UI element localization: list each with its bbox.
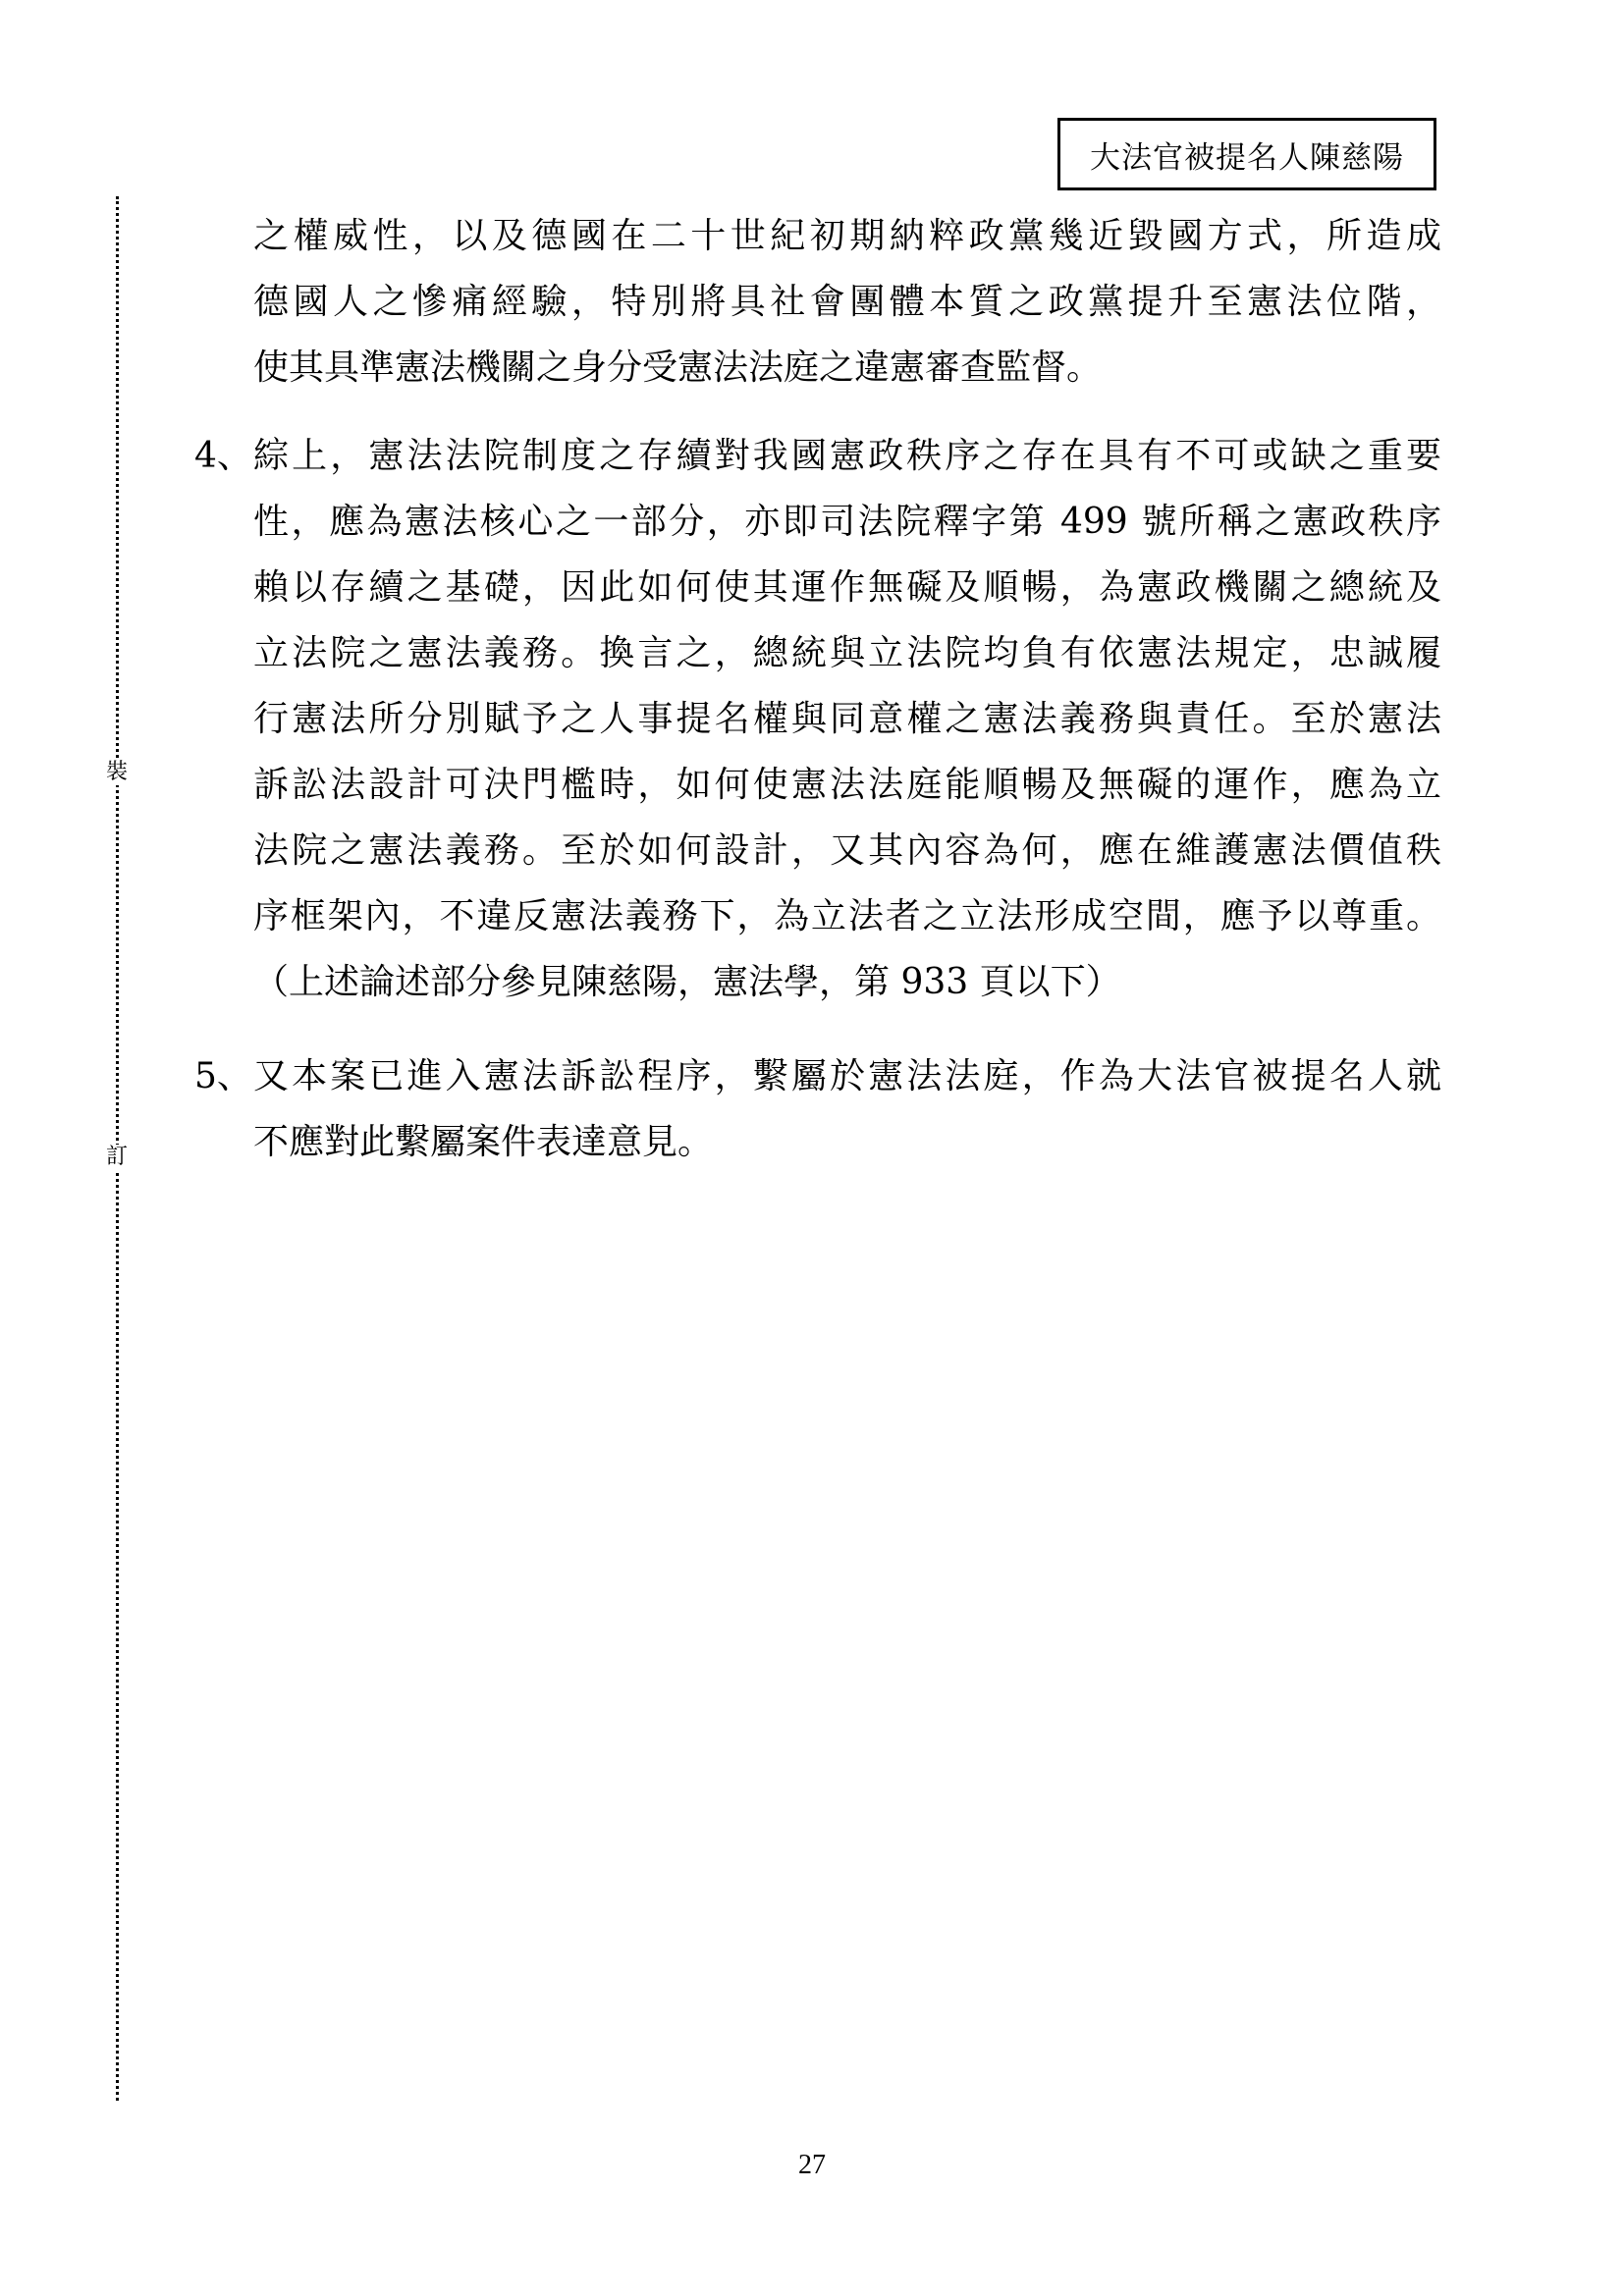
- item-4-line-2: 性，應為憲法核心之一部分，亦即司法院釋字第 499 號所稱之憲政秩序: [253, 502, 1441, 542]
- item-4-line-1: 綜上，憲法法院制度之存續對我國憲政秩序之存在具有不可或缺之重要: [253, 436, 1441, 476]
- continuation-line-3: 使其具準憲法機關之身分受憲法法庭之違憲審查監督。: [253, 347, 1103, 388]
- item-5-line-1: 又本案已進入憲法訴訟程序，繫屬於憲法法庭，作為大法官被提名人就: [253, 1056, 1441, 1096]
- binding-label-ding: 訂: [102, 1145, 132, 1170]
- item-4-line-6: 訴訟法設計可決門檻時，如何使憲法法庭能順暢及無礙的運作，應為立: [253, 765, 1441, 805]
- item-4-line-7: 法院之憲法義務。至於如何設計，又其內容為何，應在維護憲法價值秩: [253, 830, 1441, 871]
- item-4-line-4: 立法院之憲法義務。換言之，總統與立法院均負有依憲法規定，忠誠履: [253, 633, 1441, 673]
- continuation-line-2: 德國人之慘痛經驗，特別將具社會團體本質之政黨提升至憲法位階，: [253, 282, 1441, 322]
- item-4-line-8: 序框架內，不違反憲法義務下，為立法者之立法形成空間，應予以尊重。: [253, 896, 1441, 936]
- continuation-line-1: 之權威性，以及德國在二十世紀初期納粹政黨幾近毀國方式，所造成: [253, 216, 1441, 256]
- item-4-citation: （上述論述部分參見陳慈陽，憲法學，第 933 頁以下）: [253, 962, 1121, 1002]
- header-title-box: [1057, 118, 1436, 190]
- item-4-line-3: 賴以存續之基礎，因此如何使其運作無礙及順暢，為憲政機關之總統及: [253, 567, 1441, 608]
- binding-label-zhuang: 裝: [102, 760, 132, 785]
- item-4-line-5: 行憲法所分別賦予之人事提名權與同意權之憲法義務與責任。至於憲法: [253, 699, 1441, 739]
- item-5-number: 5、: [194, 1056, 252, 1096]
- item-5-line-2: 不應對此繫屬案件表達意見。: [253, 1122, 714, 1162]
- item-4-number: 4、: [194, 436, 252, 476]
- page-number: 27: [798, 2150, 826, 2180]
- header-title: 大法官被提名人陳慈陽: [1090, 139, 1404, 176]
